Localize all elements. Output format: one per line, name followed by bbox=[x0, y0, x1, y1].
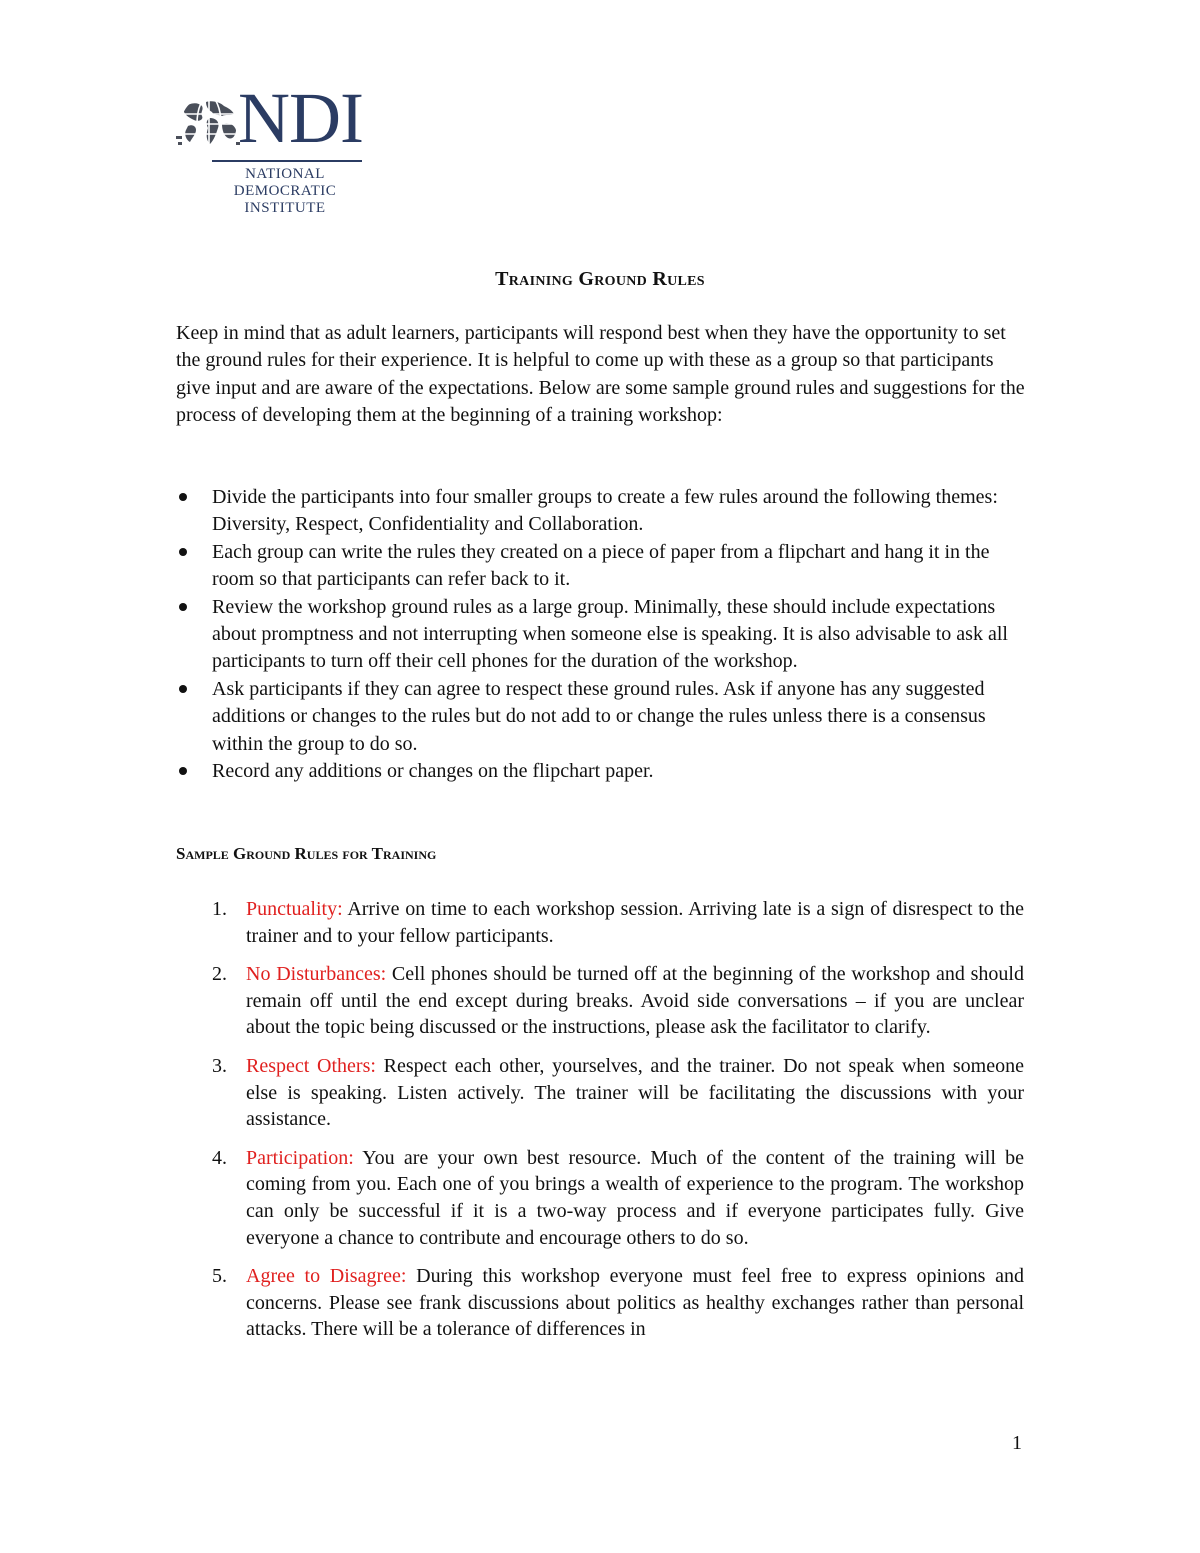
list-item-text: Each group can write the rules they created on a piece of paper from a flipchart and hang it in the room so that participants can refer back to it. bbox=[212, 540, 990, 591]
list-item bbox=[176, 539, 1026, 594]
rule-number: 5. bbox=[212, 1265, 227, 1288]
rule-text: Cell phones should be turned off at the beginning of the workshop and should remain off until the end except during breaks. Avoid side conversations – if you are unclear about the topic being discussed or the instructions, please ask the facilitator to clarify. bbox=[246, 963, 1024, 1039]
logo-subtitle-line: DEMOCRATIC bbox=[233, 183, 337, 199]
rule-number: 2. bbox=[212, 963, 227, 986]
globe-icon bbox=[176, 94, 242, 154]
list-item bbox=[176, 484, 1026, 539]
logo-subtitle bbox=[220, 166, 350, 217]
rule-text: Arrive on time to each workshop session. Arriving late is a sign of disrespect to the trainer and to your fellow participants. bbox=[246, 898, 1024, 947]
logo-subtitle-line: NATIONAL bbox=[245, 166, 325, 182]
list-item-text: Ask participants if they can agree to respect these ground rules. Ask if anyone has any suggested additions or changes to the rules but do not add to or change the rules unless there is a consensus within the group to do so. bbox=[212, 677, 986, 755]
rule-term: No Disturbances: bbox=[246, 963, 387, 986]
document-title: Training Ground Rules bbox=[495, 268, 705, 290]
bullet-icon bbox=[176, 676, 190, 703]
bullet-icon bbox=[176, 758, 190, 785]
intro-paragraph: Keep in mind that as adult learners, participants will respond best when they have the opportunity to set the ground rules for their experience. It is helpful to come up with these as a group so that participants give input and are aware of the expectations. Below are some sample ground rules and suggestions for the process of developing them at the beginning of a training workshop: bbox=[176, 322, 1025, 427]
page-number: 1 bbox=[1012, 1432, 1022, 1454]
rule-term: Participation: bbox=[246, 1146, 354, 1169]
bullet-icon bbox=[176, 594, 190, 621]
rule-term: Punctuality: bbox=[246, 898, 343, 920]
rule-text: During this workshop everyone must feel free to express opinions and concerns. Please see frank discussions about politics as healthy exchanges rather than personal attacks. There will be a tolerance of differences in bbox=[246, 1265, 1024, 1341]
rule-number: 4. bbox=[212, 1146, 227, 1169]
rule-text: You are your own best resource. Much of the content of the training will be coming from you. Each one of you brings a wealth of experience to the program. The workshop can only be successful if it is a two-way process and if everyone participates fully. Give everyone a chance to contribute and encourage others to do so. bbox=[246, 1146, 1024, 1249]
logo-wordmark: NDI bbox=[238, 78, 363, 158]
list-item-text: Divide the participants into four smaller groups to create a few rules around the following themes: Diversity, Respect, Confidentiality and Collaboration. bbox=[212, 486, 998, 536]
rule-item bbox=[212, 1263, 1024, 1343]
logo-subtitle-line: INSTITUTE bbox=[244, 200, 326, 216]
process-bullet-list bbox=[176, 484, 1026, 785]
ndi-logo bbox=[176, 78, 376, 224]
rule-number: 3. bbox=[212, 1054, 227, 1077]
rule-item bbox=[212, 961, 1024, 1041]
rule-text: Respect each other, yourselves, and the trainer. Do not speak when someone else is speaking. Listen actively. The trainer will be facilitating the discussions with your assistance. bbox=[246, 1054, 1024, 1131]
list-item-text: Record any additions or changes on the flipchart paper. bbox=[212, 760, 654, 783]
list-item bbox=[176, 758, 1026, 785]
list-item-text: Review the workshop ground rules as a large group. Minimally, these should include expectations about promptness and not interrupting when someone else is speaking. It is also advisable to ask all participants to turn off their cell phones for the duration of the workshop. bbox=[212, 595, 1008, 673]
logo-divider bbox=[212, 160, 362, 162]
rule-number: 1. bbox=[212, 898, 227, 920]
rule-item bbox=[212, 1053, 1024, 1133]
bullet-icon bbox=[176, 539, 190, 566]
bullet-icon bbox=[176, 484, 190, 511]
list-item bbox=[176, 676, 1026, 758]
rule-item bbox=[212, 896, 1024, 949]
ground-rules-list bbox=[212, 896, 1024, 1355]
rule-term: Respect Others: bbox=[246, 1054, 376, 1077]
rule-item bbox=[212, 1145, 1024, 1251]
section-heading: Sample Ground Rules for Training bbox=[176, 844, 437, 863]
list-item bbox=[176, 594, 1026, 676]
rule-term: Agree to Disagree: bbox=[246, 1265, 407, 1288]
